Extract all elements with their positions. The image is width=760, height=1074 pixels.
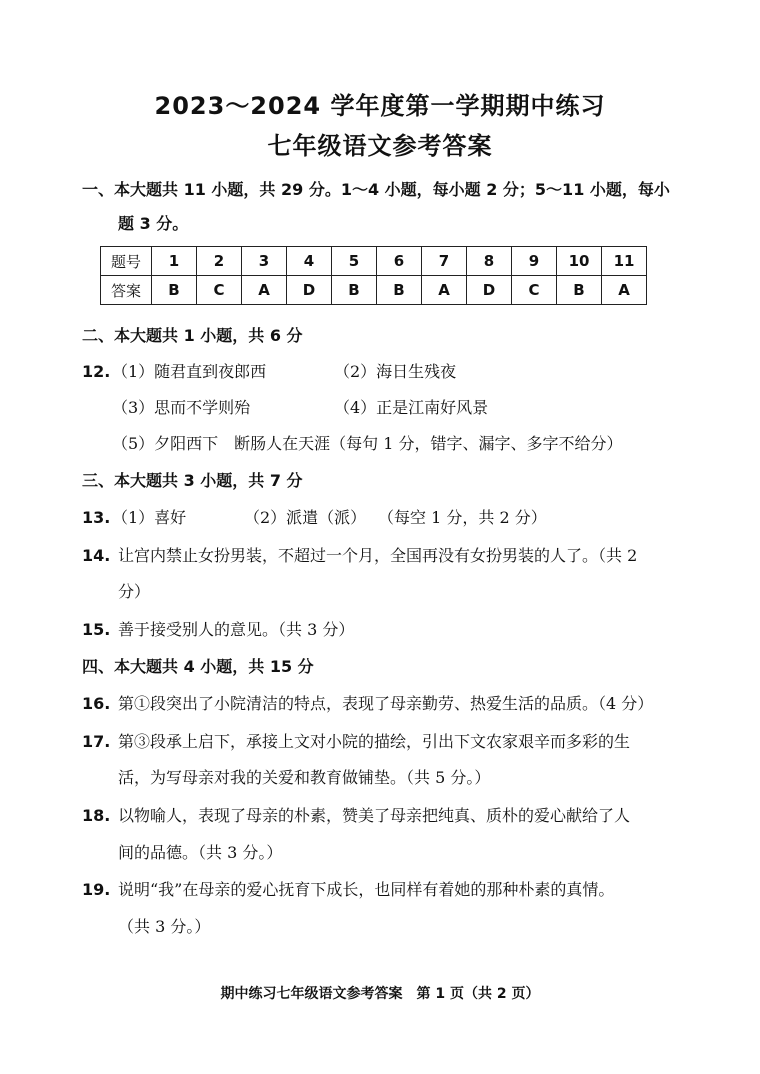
answer-cell: A: [242, 276, 287, 305]
table-row-numbers: [101, 247, 647, 276]
page-title: 2023～2024 学年度第一学期期中练习: [154, 92, 606, 120]
answer-text-cont: （共 3 分。）: [118, 917, 211, 936]
answer-text: （3）思而不学则殆: [112, 398, 251, 417]
answer-text: 让宫内禁止女扮男装，不超过一个月，全国再没有女扮男装的人了。（共 2: [118, 546, 638, 565]
answer-text: （2）派遣（派）: [244, 508, 367, 527]
question-number-cell: 1: [152, 247, 197, 276]
question-number: 15.: [82, 620, 111, 639]
answer-text: （5）夕阳西下 断肠人在天涯（每句 1 分，错字、漏字、多字不给分）: [112, 434, 623, 453]
answer-text: （每空 1 分，共 2 分）: [378, 508, 547, 527]
table-header-cell: 答案: [101, 276, 152, 305]
table-row-answers: [101, 276, 647, 305]
question-number-cell: 2: [197, 247, 242, 276]
answer-text: 第①段突出了小院清洁的特点，表现了母亲勤劳、热爱生活的品质。（4 分）: [118, 694, 654, 713]
answer-cell: B: [332, 276, 377, 305]
question-number: 19.: [82, 880, 111, 899]
answer-text: 说明“我”在母亲的爱心抚育下成长，也同样有着她的那种朴素的真情。: [118, 880, 615, 899]
question-number-cell: 8: [467, 247, 512, 276]
answer-cell: B: [377, 276, 422, 305]
answer-cell: D: [467, 276, 512, 305]
answer-text: （1）喜好: [112, 508, 187, 527]
question-number: 16.: [82, 694, 111, 713]
answer-text: （2）海日生残夜: [334, 362, 457, 381]
question-number-cell: 11: [602, 247, 647, 276]
answer-text: （1）随君直到夜郎西: [112, 362, 267, 381]
answer-cell: B: [557, 276, 602, 305]
answer-text-cont: 间的品德。（共 3 分。）: [118, 843, 283, 862]
section-1-header: 一、本大题共 11 小题，共 29 分。1～4 小题，每小题 2 分；5～11 小题，每小: [82, 180, 670, 199]
question-number: 17.: [82, 732, 111, 751]
answer-cell: B: [152, 276, 197, 305]
page-footer: 期中练习七年级语文参考答案 第 1 页（共 2 页）: [220, 986, 540, 1002]
question-number: 12.: [82, 362, 111, 381]
answer-text-cont: 活，为写母亲对我的关爱和教育做铺垫。（共 5 分。）: [118, 768, 491, 787]
question-number-cell: 5: [332, 247, 377, 276]
answer-table: [100, 246, 647, 305]
question-number-cell: 7: [422, 247, 467, 276]
answer-cell: C: [197, 276, 242, 305]
answer-text: （4）正是江南好风景: [334, 398, 489, 417]
page-subtitle: 七年级语文参考答案: [267, 132, 493, 160]
question-number-cell: 6: [377, 247, 422, 276]
answer-cell: A: [422, 276, 467, 305]
section-1-header-cont: 题 3 分。: [118, 214, 189, 233]
question-number: 18.: [82, 806, 111, 825]
table-header-cell: 题号: [101, 247, 152, 276]
answer-text-cont: 分）: [118, 582, 151, 601]
answer-text: 以物喻人，表现了母亲的朴素，赞美了母亲把纯真、质朴的爱心献给了人: [118, 806, 631, 825]
answer-text: 善于接受别人的意见。（共 3 分）: [118, 620, 355, 639]
question-number: 14.: [82, 546, 111, 565]
answer-cell: C: [512, 276, 557, 305]
answer-text: 第③段承上启下，承接上文对小院的描绘，引出下文农家艰辛而多彩的生: [118, 732, 631, 751]
answer-cell: D: [287, 276, 332, 305]
question-number-cell: 10: [557, 247, 602, 276]
question-number: 13.: [82, 508, 111, 527]
section-2-header: 二、本大题共 1 小题，共 6 分: [82, 326, 303, 345]
question-number-cell: 9: [512, 247, 557, 276]
answer-cell: A: [602, 276, 647, 305]
question-number-cell: 4: [287, 247, 332, 276]
question-number-cell: 3: [242, 247, 287, 276]
section-3-header: 三、本大题共 3 小题，共 7 分: [82, 471, 303, 490]
section-4-header: 四、本大题共 4 小题，共 15 分: [82, 657, 314, 676]
